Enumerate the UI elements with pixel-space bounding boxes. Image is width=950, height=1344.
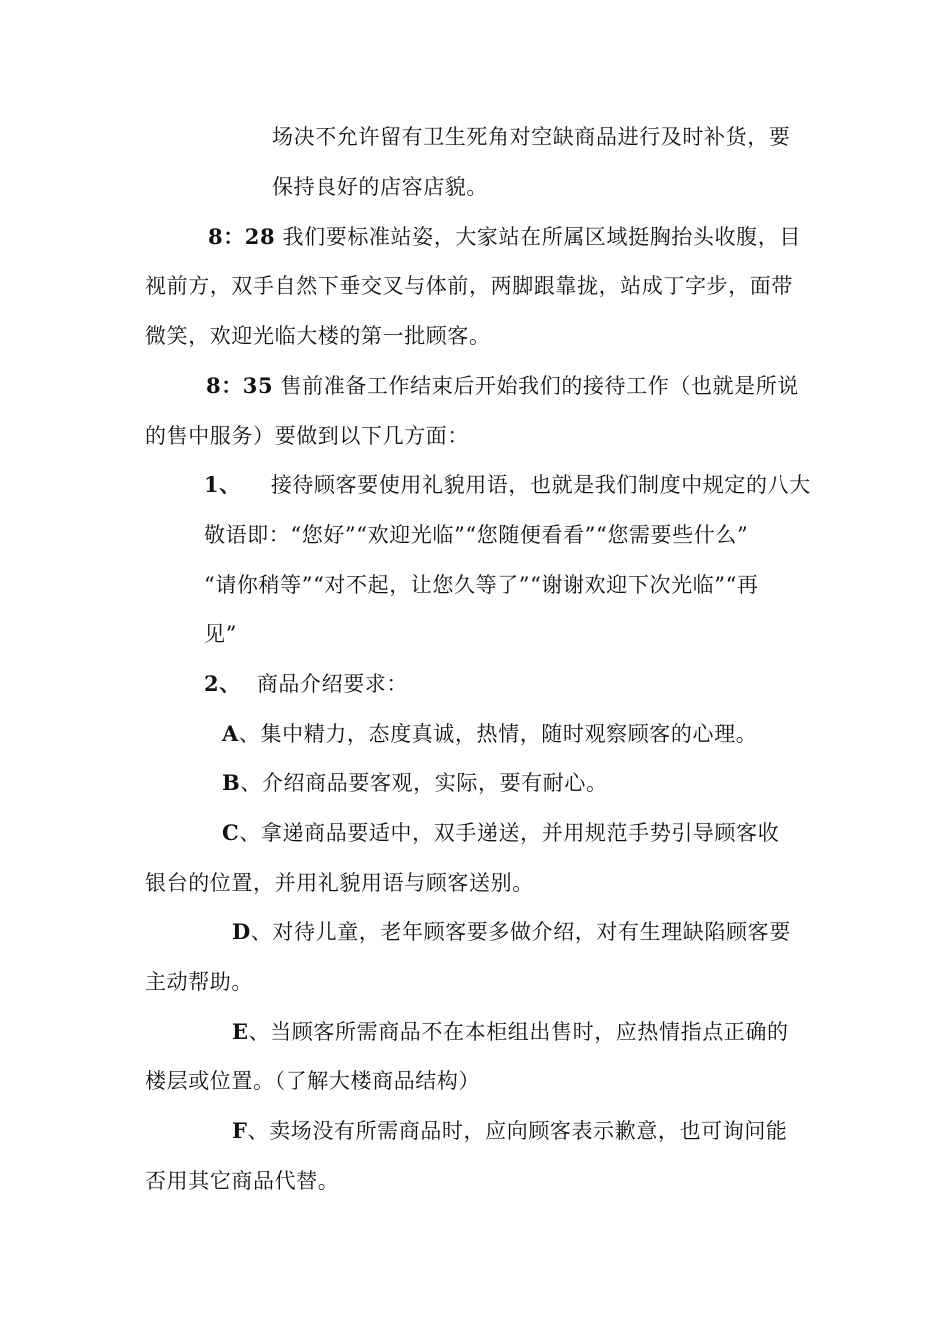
sub-item-d <box>232 917 791 947</box>
time-label: 8：28 <box>208 224 276 249</box>
line-text: 、当顾客所需商品不在本柜组出售时，应热情指点正确的 <box>248 1020 789 1044</box>
paragraph-line <box>145 321 491 351</box>
paragraph-line <box>272 122 790 152</box>
sub-item-c <box>222 818 779 848</box>
item-letter: E <box>232 1019 249 1044</box>
line-text: “请你稍等”“对不起，让您久等了”“谢谢欢迎下次光临”“再 <box>204 573 759 597</box>
line-text: 、介绍商品要客观，实际，要有耐心。 <box>240 771 608 795</box>
line-text: 、对待儿童，老年顾客要多做介绍，对有生理缺陷顾客要 <box>250 920 791 944</box>
line-text: 、卖场没有所需商品时，应向顾客表示歉意，也可询问能 <box>247 1119 788 1143</box>
line-text: 售前准备工作结束后开始我们的接待工作（也就是所说 <box>280 374 799 398</box>
line-text: 、拿递商品要适中，双手递送，并用规范手势引导顾客收 <box>239 821 780 845</box>
sub-item-b <box>222 768 608 798</box>
line-text: 接待顾客要使用礼貌用语，也就是我们制度中规定的八大 <box>270 473 811 497</box>
line-text: 银台的位置，并用礼貌用语与顾客送别。 <box>145 871 534 895</box>
paragraph-line <box>204 619 237 649</box>
line-text: 我们要标准站姿，大家站在所属区域挺胸抬头收腹，目 <box>282 225 801 249</box>
line-text: 保持良好的店容店貌。 <box>272 175 488 199</box>
time-label: 8：35 <box>206 373 274 398</box>
sub-item-a <box>222 719 757 749</box>
sub-item-e <box>232 1017 789 1047</box>
item-letter: C <box>222 820 240 845</box>
line-text: 微笑，欢迎光临大楼的第一批顾客。 <box>145 324 491 348</box>
line-text: 的售中服务）要做到以下几方面： <box>145 424 469 448</box>
item-letter: A <box>222 721 239 746</box>
item-letter: F <box>232 1118 248 1143</box>
paragraph-line <box>204 520 748 550</box>
line-text: 商品介绍要求： <box>256 672 409 696</box>
line-text: 敬语即：“您好”“欢迎光临”“您随便看看”“您需要些什么” <box>204 523 749 547</box>
item-number: 1、 <box>204 472 241 497</box>
paragraph-line <box>145 271 793 301</box>
paragraph-line <box>145 1166 339 1196</box>
item-letter: B <box>222 770 241 795</box>
line-text: 视前方，双手自然下垂交叉与体前，两脚跟靠拢，站成丁字步，面带 <box>145 274 793 298</box>
paragraph-line <box>272 172 488 202</box>
paragraph-line <box>204 570 759 600</box>
line-text: 场决不允许留有卫生死角对空缺商品进行及时补货，要 <box>272 125 791 149</box>
schedule-line-835 <box>206 371 799 401</box>
item-letter: D <box>232 919 251 944</box>
paragraph-line <box>145 1066 480 1096</box>
item-number: 2、 <box>204 671 241 696</box>
paragraph-line <box>145 421 469 451</box>
paragraph-line <box>145 868 534 898</box>
line-text: 否用其它商品代替。 <box>145 1169 340 1193</box>
paragraph-line <box>145 967 253 997</box>
schedule-line-828 <box>208 222 801 252</box>
line-text: 、集中精力，态度真诚，热情，随时观察顾客的心理。 <box>238 722 758 746</box>
sub-item-f <box>232 1116 788 1146</box>
numbered-item-2 <box>204 669 408 699</box>
line-text: 主动帮助。 <box>145 970 253 994</box>
line-text: 见” <box>204 622 237 646</box>
line-text: 楼层或位置。（了解大楼商品结构） <box>145 1069 481 1093</box>
numbered-item-1 <box>204 470 811 500</box>
